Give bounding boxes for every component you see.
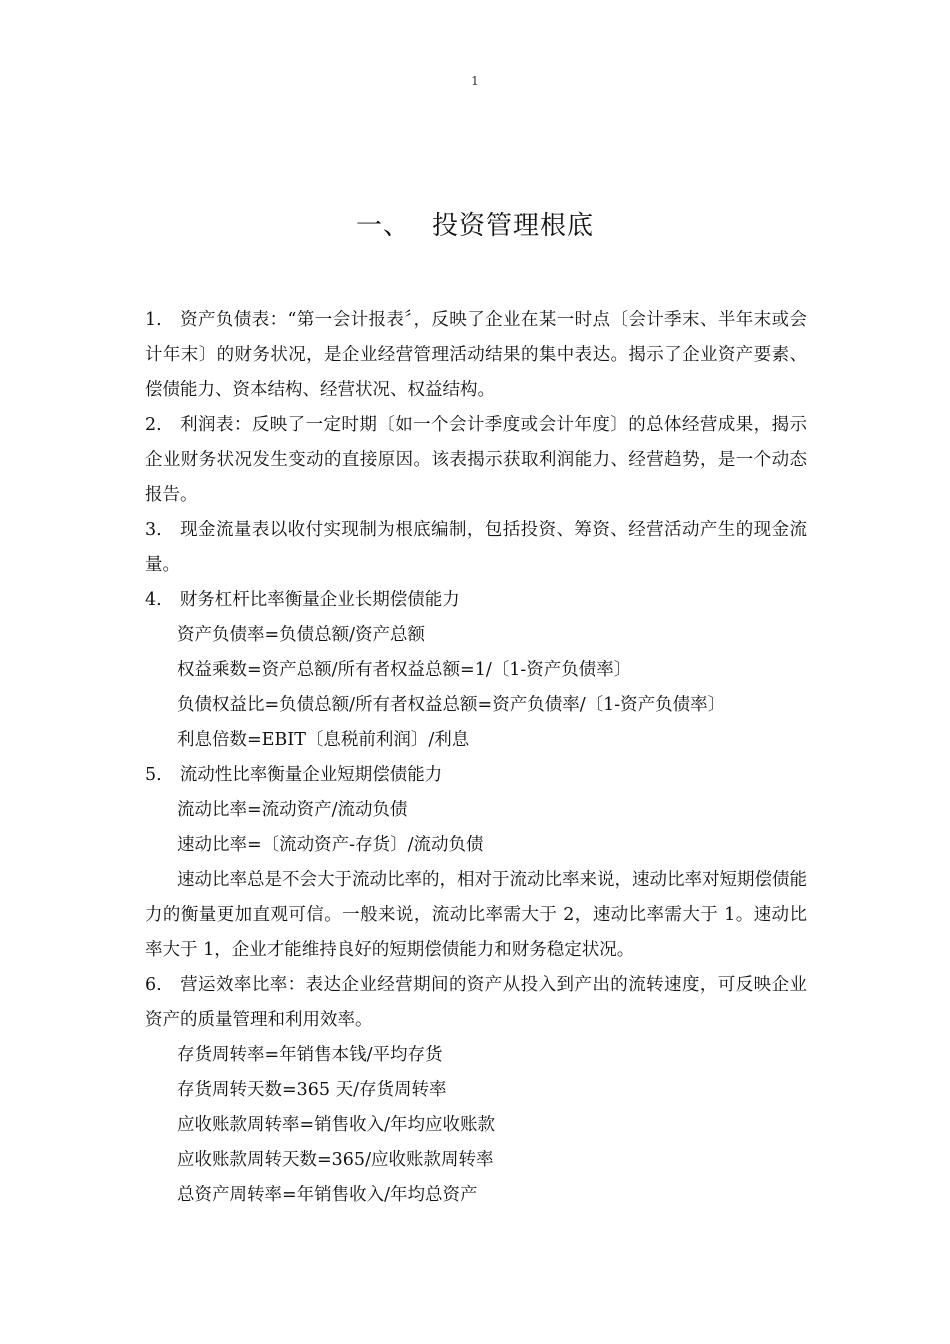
list-item-number: 2. [145, 415, 162, 435]
list-item-number: 6. [145, 975, 162, 995]
formula-debt-ratio: 资产负债率=负债总额/资产总额 [177, 625, 426, 645]
document-body [145, 303, 807, 1213]
list-item-6 [145, 968, 807, 1038]
section-number: 一、 [355, 211, 410, 241]
list-item-text: 流动性比率衡量企业短期偿债能力 [179, 765, 443, 785]
formula-inventory-days: 存货周转天数=365 天/存货周转率 [177, 1080, 447, 1100]
section-title [0, 205, 950, 242]
formula-inventory-turnover: 存货周转率=年销售本钱/平均存货 [177, 1045, 443, 1065]
formula-receivables-turnover: 应收账款周转率=销售收入/年均应收账款 [177, 1115, 496, 1135]
list-item-text: 资产负债表：“第一会计报表〞，反映了企业在某一时点〔会计季末、半年末或会计年末〕的财务状况，是企业经营管理活动结果的集中表达。揭示了企业资产要素、偿债能力、资本结构、经营状况、权益结构。 [145, 310, 807, 400]
list-item-1 [145, 303, 807, 408]
list-item-text: 营运效率比率：表达企业经营期间的资产从投入到产出的流转速度，可反映企业资产的质量管理和利用效率。 [145, 975, 807, 1030]
section-title-text: 投资管理根底 [432, 211, 595, 241]
list-item-number: 1. [145, 310, 162, 330]
formula-debt-equity-ratio: 负债权益比=负债总额/所有者权益总额=资产负债率/〔1-资产负债率〕 [177, 695, 726, 715]
list-item-text: 利润表：反映了一定时期〔如一个会计季度或会计年度〕的总体经营成果，揭示企业财务状况发生变动的直接原因。该表揭示获取利润能力、经营趋势，是一个动态报告。 [145, 415, 807, 505]
list-item-text: 财务杠杆比率衡量企业长期偿债能力 [179, 590, 460, 610]
quick-ratio-note: 速动比率总是不会大于流动比率的，相对于流动比率来说，速动比率对短期偿债能力的衡量更加直观可信。一般来说，流动比率需大于 2，速动比率需大于 1。速动比率大于 1，企业才能维持良好的短期偿债能力和财务稳定状况。 [145, 870, 807, 960]
list-item-number: 3. [145, 520, 162, 540]
list-item-number: 4. [145, 590, 162, 610]
page-number: 1 [471, 74, 479, 88]
formula-equity-multiplier: 权益乘数=资产总额/所有者权益总额=1/〔1-资产负债率〕 [177, 660, 632, 680]
list-item-3 [145, 513, 807, 583]
formula-quick-ratio: 速动比率=〔流动资产-存货〕/流动负债 [177, 835, 484, 855]
formula-current-ratio: 流动比率=流动资产/流动负债 [177, 800, 408, 820]
list-item-text: 现金流量表以收付实现制为根底编制，包括投资、筹资、经营活动产生的现金流量。 [145, 520, 807, 575]
list-item-number: 5. [145, 765, 162, 785]
list-item-2 [145, 408, 807, 513]
formula-interest-coverage: 利息倍数=EBIT〔息税前利润〕/利息 [177, 730, 470, 750]
formula-receivables-days: 应收账款周转天数=365/应收账款周转率 [177, 1150, 494, 1170]
list-item-5 [145, 758, 807, 793]
formula-total-asset-turnover: 总资产周转率=年销售收入/年均总资产 [177, 1185, 478, 1205]
list-item-4 [145, 583, 807, 618]
